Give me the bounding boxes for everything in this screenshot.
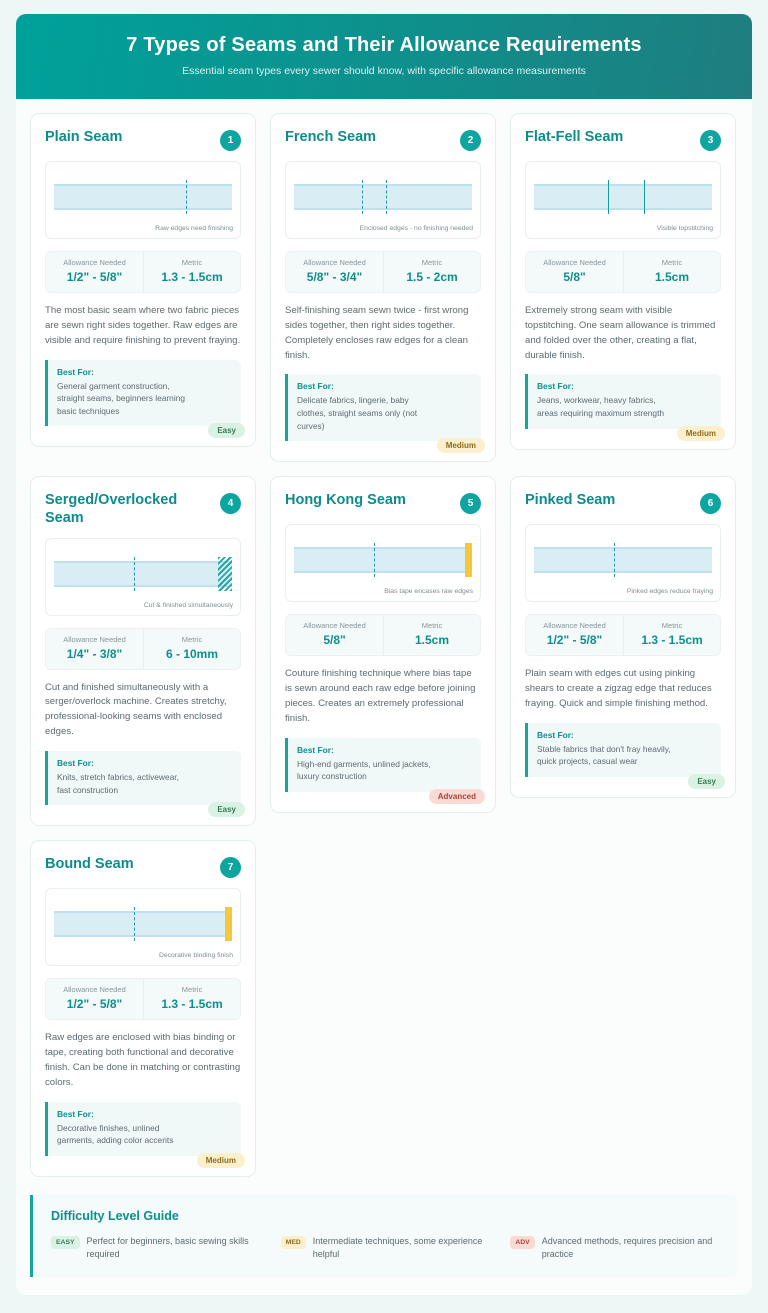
best-for-title: Best For: — [57, 757, 94, 768]
fabric-shape — [534, 547, 712, 573]
seam-diagram — [285, 161, 481, 239]
card-description: Self-finishing seam sewn twice - first wrong sides together, then right sides together. Completely encloses raw edges for a clean finish. — [285, 305, 469, 361]
seam-stitch-line-icon — [614, 543, 615, 577]
best-for-text: Stable fabrics that don't fray heavily, quick projects, casual wear — [537, 743, 671, 767]
seam-stitch-line-icon — [362, 180, 363, 214]
best-for-text: General garment construction, straight seams, beginners learning basic techniques — [57, 380, 186, 416]
seam-stitch-line-icon — [608, 180, 609, 214]
metric-label: Metric — [661, 258, 683, 267]
seam-diagram — [525, 524, 721, 602]
metric-label: Metric — [421, 621, 443, 631]
best-for-text: Knits, stretch fabrics, activewear, fast construction — [57, 771, 179, 795]
allowance-label: Allowance Needed — [543, 258, 606, 267]
metric-label: Metric — [181, 258, 203, 267]
best-for-text: High-end garments, unlined jackets, luxury construction — [297, 758, 431, 782]
allowance-label: Allowance Needed — [303, 621, 366, 631]
diagram-caption: Visible topstitching — [656, 225, 713, 232]
overlock-stitch-icon — [218, 557, 232, 591]
legend-item — [51, 1235, 263, 1261]
allowance-cell — [46, 252, 143, 292]
diagram-caption: Cut & finished simultaneously — [143, 601, 233, 609]
allowance-value: 1/2" - 5/8" — [66, 997, 123, 1012]
best-for-title: Best For: — [297, 744, 334, 755]
allowance-cell — [46, 979, 143, 1019]
card-number-badge: 2 — [460, 130, 481, 151]
card-title: Plain Seam — [45, 129, 123, 145]
difficulty-badge: Advanced — [429, 789, 485, 804]
difficulty-badge: Medium — [437, 438, 485, 453]
best-for-text: Jeans, workwear, heavy fabrics, areas requiring maximum strength — [537, 395, 665, 419]
allowance-cell — [526, 252, 623, 292]
difficulty-badge: Medium — [197, 1153, 245, 1168]
best-for-box — [285, 374, 481, 451]
card-description: Extremely strong seam with visible topstitching. One seam allowance is trimmed and folded over the other, creating a flat, durable finish. — [525, 305, 716, 361]
page-subtitle: Essential seam types every sewer should know, with specific allowance measurements — [182, 65, 586, 77]
card-description: Plain seam with edges cut using pinking shears to create a zigzag edge that reduces fraying. Quick and simple finishing method. — [525, 668, 712, 709]
metric-value: 1.3 - 1.5cm — [161, 997, 223, 1012]
fabric-shape — [294, 184, 472, 210]
metric-value: 1.3 - 1.5cm — [641, 633, 703, 648]
legend-title: Difficulty Level Guide — [51, 1208, 179, 1223]
allowance-value: 5/8" - 3/4" — [306, 270, 363, 284]
card-title: Pinked Seam — [525, 492, 616, 509]
allowance-table — [525, 614, 721, 656]
allowance-table — [45, 251, 241, 293]
legend-text: Advanced methods, requires precision and practice — [541, 1235, 713, 1259]
metric-cell — [143, 629, 240, 669]
card-title: Bound Seam — [45, 856, 134, 873]
metric-cell — [383, 252, 480, 292]
content-sheet — [16, 99, 752, 1295]
metric-label: Metric — [421, 258, 443, 267]
seam-card — [30, 113, 256, 447]
allowance-cell — [46, 629, 143, 669]
difficulty-badge: Easy — [208, 423, 245, 438]
card-description: Cut and finished simultaneously with a serger/overlock machine. Creates stretchy, professional-looking seams with enclosed edges. — [45, 681, 227, 738]
allowance-label: Allowance Needed — [63, 634, 126, 644]
metric-value: 1.3 - 1.5cm — [161, 270, 223, 284]
seam-stitch-line-icon — [374, 543, 375, 577]
card-header — [285, 491, 481, 514]
difficulty-legend — [30, 1195, 738, 1277]
card-header — [525, 491, 721, 514]
seam-stitch-line-icon — [134, 907, 135, 941]
legend-text: Intermediate techniques, some experience helpful — [312, 1235, 483, 1259]
fabric-shape — [294, 547, 472, 573]
seam-card — [30, 840, 256, 1177]
fabric-shape — [54, 561, 232, 587]
allowance-value: 1/2" - 5/8" — [66, 270, 123, 284]
best-for-box — [525, 723, 721, 787]
card-description: The most basic seam where two fabric pieces are sewn right sides together. Raw edges are visible and require finishing to prevent fraying. — [45, 305, 241, 346]
legend-key-medium: MED — [281, 1236, 306, 1249]
binding-tape-icon — [225, 907, 232, 941]
seam-card — [30, 476, 256, 826]
diagram-caption: Decorative binding finish — [158, 952, 233, 960]
metric-value: 1.5 - 2cm — [406, 270, 458, 284]
allowance-value: 5/8" — [323, 633, 346, 648]
card-number-badge: 1 — [220, 130, 241, 151]
allowance-cell — [286, 252, 383, 292]
best-for-text: Delicate fabrics, lingerie, baby clothes, straight seams only (not curves) — [297, 395, 418, 431]
seam-stitch-line-icon — [134, 557, 135, 591]
seam-card-grid — [30, 113, 738, 1177]
metric-cell — [383, 615, 480, 655]
metric-label: Metric — [181, 634, 203, 644]
best-for-title: Best For: — [537, 729, 574, 740]
allowance-table — [525, 251, 721, 293]
legend-key-advanced: ADV — [510, 1236, 534, 1249]
seam-diagram — [45, 161, 241, 239]
difficulty-badge: Easy — [208, 802, 245, 817]
metric-value: 1.5cm — [654, 270, 690, 284]
seam-diagram — [525, 161, 721, 239]
card-header — [45, 855, 241, 878]
allowance-label: Allowance Needed — [63, 258, 126, 267]
allowance-cell — [526, 615, 623, 655]
best-for-box — [525, 374, 721, 438]
best-for-text: Decorative finishes, unlined garments, adding color accents — [57, 1122, 174, 1146]
allowance-cell — [286, 615, 383, 655]
card-header — [45, 128, 241, 151]
seam-card — [510, 113, 736, 450]
best-for-box — [45, 751, 241, 815]
card-number-badge: 7 — [220, 857, 241, 878]
seam-card — [510, 476, 736, 798]
card-header — [285, 128, 481, 151]
metric-label: Metric — [181, 985, 203, 995]
seam-stitch-line-icon — [386, 180, 387, 214]
legend-row — [51, 1235, 722, 1261]
legend-text: Perfect for beginners, basic sewing skills required — [86, 1235, 249, 1259]
best-for-title: Best For: — [297, 381, 334, 392]
fabric-shape — [54, 911, 232, 937]
card-title: French Seam — [285, 129, 377, 145]
metric-cell — [623, 615, 720, 655]
legend-key-easy: EASY — [51, 1236, 80, 1249]
diagram-caption: Pinked edges reduce fraying — [626, 588, 713, 596]
legend-item — [510, 1235, 722, 1261]
fabric-shape — [54, 184, 232, 210]
allowance-value: 1/2" - 5/8" — [546, 633, 603, 648]
seam-card — [270, 476, 496, 813]
seam-diagram — [45, 888, 241, 966]
page-title: 7 Types of Seams and Their Allowance Requirements — [126, 34, 642, 56]
seam-diagram — [285, 524, 481, 602]
seam-card — [270, 113, 496, 462]
diagram-caption: Enclosed edges - no finishing needed — [359, 225, 473, 232]
metric-cell — [143, 252, 240, 292]
allowance-table — [45, 978, 241, 1020]
card-title: Flat-Fell Seam — [525, 129, 624, 145]
card-number-badge: 6 — [700, 493, 721, 514]
card-number-badge: 5 — [460, 493, 481, 514]
best-for-title: Best For: — [57, 1108, 94, 1119]
best-for-box — [45, 360, 241, 436]
allowance-label: Allowance Needed — [303, 258, 366, 267]
card-header — [45, 491, 241, 527]
metric-cell — [623, 252, 720, 292]
allowance-label: Allowance Needed — [63, 985, 126, 995]
card-number-badge: 3 — [700, 130, 721, 151]
metric-label: Metric — [661, 621, 683, 631]
allowance-value: 1/4" - 3/8" — [66, 646, 123, 661]
diagram-caption: Raw edges need finishing — [155, 225, 233, 232]
metric-value: 6 - 10mm — [165, 646, 219, 661]
metric-cell — [143, 979, 240, 1019]
allowance-label: Allowance Needed — [543, 621, 606, 631]
difficulty-badge: Medium — [677, 426, 725, 441]
bias-tape-icon — [465, 543, 472, 577]
diagram-caption: Bias tape encases raw edges — [384, 588, 473, 596]
card-header — [525, 128, 721, 151]
card-description: Raw edges are enclosed with bias binding or tape, creating both functional and decorative finish. Can be done in matching or contrasting colors. — [45, 1032, 241, 1088]
best-for-title: Best For: — [57, 366, 94, 377]
metric-value: 1.5cm — [414, 633, 450, 648]
allowance-value: 5/8" — [563, 270, 586, 284]
card-description: Couture finishing technique where bias tape is sewn around each raw edge before joining pieces. Creates an extremely professional finish. — [285, 668, 476, 724]
page-header — [16, 14, 752, 99]
allowance-table — [45, 628, 241, 670]
allowance-table — [285, 614, 481, 656]
seam-stitch-line-icon — [186, 180, 187, 214]
legend-item — [281, 1235, 493, 1261]
best-for-box — [45, 1102, 241, 1165]
card-title: Hong Kong Seam — [285, 492, 406, 509]
card-number-badge: 4 — [220, 493, 241, 514]
seam-diagram — [45, 538, 241, 616]
seam-stitch-line-icon — [644, 180, 645, 214]
card-title: Serged/Overlocked Seam — [45, 492, 178, 527]
difficulty-badge: Easy — [688, 774, 725, 789]
best-for-title: Best For: — [537, 381, 574, 392]
fabric-shape — [534, 184, 712, 210]
allowance-table — [285, 251, 481, 293]
best-for-box — [285, 738, 481, 801]
